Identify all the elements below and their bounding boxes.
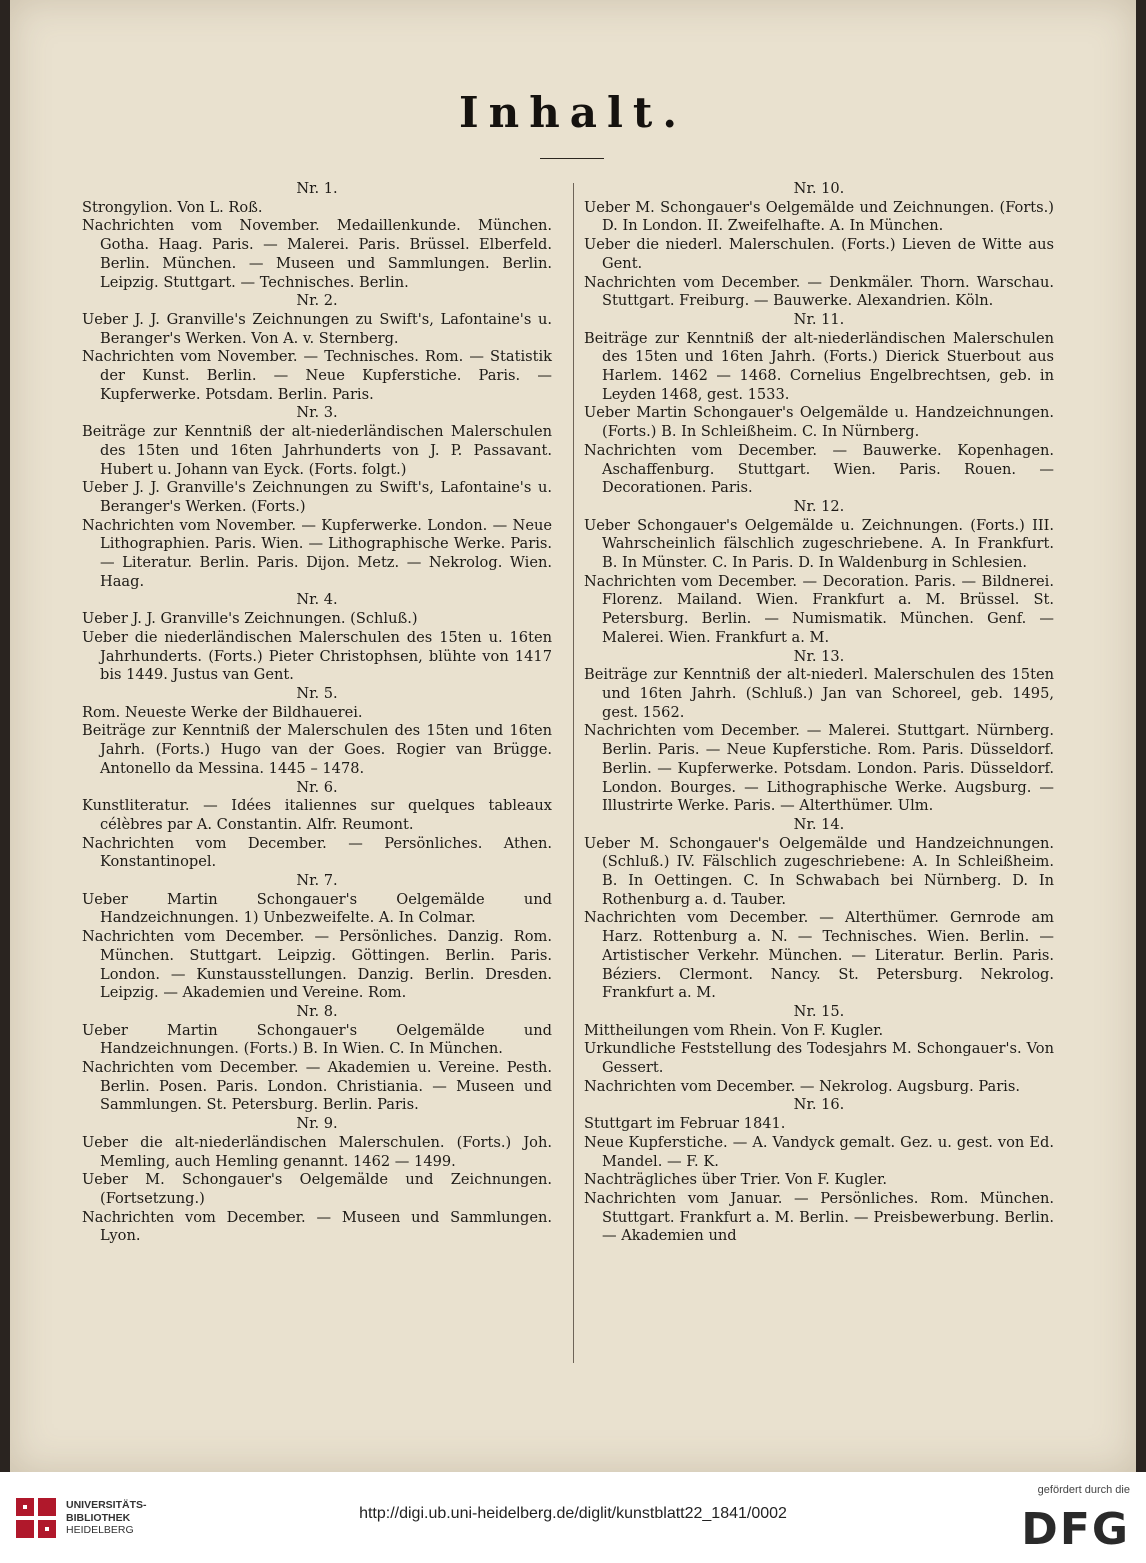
toc-entry: Ueber J. J. Granville's Zeichnungen. (Schluß.) [82, 610, 418, 628]
footer-bar [0, 1472, 1146, 1563]
toc-entry: Nachrichten vom November. — Kupferwerke. London. — Neue Lithographien. Paris. Wien. — Lithographische Werke. Paris. — Literatur. Berlin. Paris. Dijon. Metz. — Nekrolog. Wien. Haag. [82, 516, 552, 590]
title-rule [540, 158, 604, 159]
toc-entry: Ueber J. J. Granville's Zeichnungen zu Swift's, Lafontaine's u. Beranger's Werken. (Forts.) [82, 479, 552, 515]
toc-entry: Ueber M. Schongauer's Oelgemälde und Handzeichnungen. (Schluß.) IV. Fälschlich zugeschriebene: A. In Schleißheim. B. In Oettingen. C. In Schwabach bei Nürnberg. D. In Rothenburg a. d. Tauber. [584, 834, 1054, 908]
toc-entry: Strongylion. Von L. Roß. [82, 198, 263, 216]
toc-entry: Ueber die niederländischen Malerschulen des 15ten u. 16ten Jahrhunderts. (Forts.) Pieter Christophsen, blühte von 1417 bis 1449. Justus van Gent. [82, 628, 552, 684]
toc-entry: Ueber M. Schongauer's Oelgemälde und Zeichnungen. (Forts.) D. In London. II. Zweifelhafte. A. In München. [584, 198, 1054, 235]
issue-heading: Nr. 10. [793, 180, 845, 197]
issue-heading: Nr. 13. [793, 647, 845, 665]
toc-entry: Beiträge zur Kenntniß der alt-niederländischen Malerschulen des 15ten und 16ten Jahrhunderts von J. P. Passavant. Hubert u. Johann van Eyck. (Forts. folgt.) [82, 423, 552, 478]
issue-heading: Nr. 6. [296, 778, 338, 796]
issue-heading: Nr. 5. [296, 684, 338, 702]
toc-entry: Nachrichten vom November. — Technisches. Rom. — Statistik der Kunst. Berlin. — Neue Kupferstiche. Paris. — Kupferwerke. Potsdam. Berlin. Paris. [82, 348, 552, 403]
toc-entry: Ueber M. Schongauer's Oelgemälde und Zeichnungen. (Fortsetzung.) [82, 1171, 552, 1207]
toc-entry: Mittheilungen vom Rhein. Von F. Kugler. [584, 1021, 884, 1039]
library-name-line: UNIVERSITÄTS- [66, 1499, 147, 1511]
toc-entry: Nachträgliches über Trier. Von F. Kugler. [584, 1171, 888, 1189]
toc-entry: Nachrichten vom December. — Alterthümer. Gernrode am Harz. Rottenburg a. N. — Technisches. Wien. Berlin. — Artistischer Verkehr. München. — Literatur. Berlin. Paris. Béziers. Clermont. Nancy. St. Petersburg. Nekrolog. Frankfurt a. M. [584, 909, 1054, 1002]
issue-heading: Nr. 9. [296, 1115, 338, 1133]
toc-entry: Nachrichten vom December. — Denkmäler. Thorn. Warschau. Stuttgart. Freiburg. — Bauwerke. Alexandrien. Köln. [584, 273, 1054, 310]
issue-heading: Nr. 14. [793, 815, 845, 833]
toc-entry: Nachrichten vom December. — Akademien u. Vereine. Pesth. Berlin. Posen. Paris. London. Christiania. — Museen und Sammlungen. St. Petersburg. Berlin. Paris. [82, 1059, 552, 1114]
library-name-line: BIBLIOTHEK [66, 1511, 131, 1524]
left-column [82, 180, 552, 1246]
issue-heading: Nr. 11. [793, 310, 845, 328]
toc-entry: Nachrichten vom December. — Nekrolog. Augsburg. Paris. [584, 1077, 1020, 1095]
toc-entry: Nachrichten vom December. — Malerei. Stuttgart. Nürnberg. Berlin. Paris. — Neue Kupferstiche. Rom. Paris. Düsseldorf. Berlin. — Kupferwerke. Potsdam. London. Paris. Düsseldorf. London. Bourges. — Lithographische Werke. Augsburg. — Illustrirte Werke. Paris. — Alterthümer. Ulm. [584, 722, 1054, 815]
issue-heading: Nr. 8. [296, 1002, 338, 1020]
toc-entry: Ueber die alt-niederländischen Malerschulen. (Forts.) Joh. Memling, auch Hemling genannt. 1462 — 1499. [82, 1133, 552, 1170]
toc-entry: Nachrichten vom November. Medaillenkunde. München. Gotha. Haag. Paris. — Malerei. Paris. Brüssel. Elberfeld. Berlin. München. — Museen und Sammlungen. Berlin. Leipzig. Stuttgart. — Technisches. Berlin. [82, 217, 552, 291]
page-title: Inhalt. [459, 88, 687, 137]
toc-entry: Rom. Neueste Werke der Bildhauerei. [82, 703, 363, 721]
issue-heading: Nr. 1. [296, 180, 338, 197]
toc-entry: Nachrichten vom December. — Persönliches. Danzig. Rom. München. Stuttgart. Leipzig. Göttingen. Berlin. Paris. London. — Kunstausstellungen. Danzig. Berlin. Dresden. Leipzig. — Akademien und Vereine. Rom. [82, 928, 552, 1002]
toc-entry: Nachrichten vom December. — Museen und Sammlungen. Lyon. [82, 1208, 552, 1245]
toc-entry: Ueber Martin Schongauer's Oelgemälde und Handzeichnungen. (Forts.) B. In Wien. C. In München. [82, 1021, 552, 1058]
dfg-logo: DFG [1021, 1504, 1130, 1555]
issue-heading: Nr. 2. [296, 292, 338, 310]
issue-heading: Nr. 7. [296, 872, 338, 890]
issue-heading: Nr. 3. [296, 404, 338, 422]
source-url-link[interactable]: http://digi.ub.uni-heidelberg.de/diglit/kunstblatt22_1841/0002 [359, 1505, 787, 1522]
toc-entry: Ueber Martin Schongauer's Oelgemälde u. Handzeichnungen. (Forts.) B. In Schleißheim. C. In Nürnberg. [584, 404, 1054, 441]
issue-heading: Nr. 4. [296, 591, 338, 609]
toc-entry: Stuttgart im Februar 1841. [584, 1115, 786, 1133]
library-name-line: HEIDELBERG [66, 1524, 134, 1536]
toc-entry: Beiträge zur Kenntniß der Malerschulen des 15ten und 16ten Jahrh. (Forts.) Hugo van der Goes. Rogier van Brügge. Antonello da Messina. 1445 – 1478. [82, 722, 552, 777]
toc-entry: Neue Kupferstiche. — A. Vandyck gemalt. Gez. u. gest. von Ed. Mandel. — F. K. [584, 1133, 1054, 1170]
issue-heading: Nr. 16. [793, 1096, 845, 1114]
toc-entry: Nachrichten vom December. — Decoration. Paris. — Bildnerei. Florenz. Mailand. Wien. Frankfurt a. M. Brüssel. St. Petersburg. Berlin. — Numismatik. München. Genf. — Malerei. Wien. Frankfurt a. M. [584, 572, 1054, 646]
issue-heading: Nr. 15. [793, 1002, 845, 1020]
toc-entry: Ueber die niederl. Malerschulen. (Forts.) Lieven de Witte aus Gent. [584, 236, 1054, 272]
toc-entry: Ueber J. J. Granville's Zeichnungen zu Swift's, Lafontaine's u. Beranger's Werken. Von A. v. Sternberg. [82, 310, 552, 347]
toc-entry: Nachrichten vom December. — Bauwerke. Kopenhagen. Aschaffenburg. Stuttgart. Wien. Paris. Rouen. — Decorationen. Paris. [584, 441, 1054, 497]
sponsor-label: gefördert durch die [1037, 1484, 1130, 1496]
toc-entry: Urkundliche Feststellung des Todesjahrs M. Schongauer's. Von Gessert. [584, 1040, 1054, 1077]
toc-entry: Beiträge zur Kenntniß der alt-niederl. Malerschulen des 15ten und 16ten Jahrh. (Schluß.) Jan van Schoreel, geb. 1495, gest. 1562. [584, 666, 1054, 721]
toc-entry: Ueber Martin Schongauer's Oelgemälde und Handzeichnungen. 1) Unbezweifelte. A. In Colmar. [82, 890, 552, 927]
toc-entry: Kunstliteratur. — Idées italiennes sur quelques tableaux célèbres par A. Constantin. Alfr. Reumont. [82, 797, 552, 833]
right-column [584, 180, 1054, 1246]
issue-heading: Nr. 12. [793, 497, 845, 515]
toc-entry: Nachrichten vom December. — Persönliches. Athen. Konstantinopel. [82, 834, 552, 871]
toc-entry: Beiträge zur Kenntniß der alt-niederländischen Malerschulen des 15ten und 16ten Jahrh. (Forts.) Dierick Stuerbout aus Harlem. 1462 — 1468. Cornelius Engelbrechtsen, geb. in Leyden 1468, gest. 1533. [584, 329, 1054, 403]
column-divider [573, 183, 574, 1363]
toc-entry: Ueber Schongauer's Oelgemälde u. Zeichnungen. (Forts.) III. Wahrscheinlich fälschlich zugeschriebene. A. In Frankfurt. B. In Münster. C. In Paris. D. In Waldenburg in Schlesien. [584, 516, 1054, 572]
scanned-page [10, 0, 1136, 1472]
toc-entry: Nachrichten vom Januar. — Persönliches. Rom. München. Stuttgart. Frankfurt a. M. Berlin. — Preisbewerbung. Berlin. — Akademien und [584, 1189, 1054, 1245]
